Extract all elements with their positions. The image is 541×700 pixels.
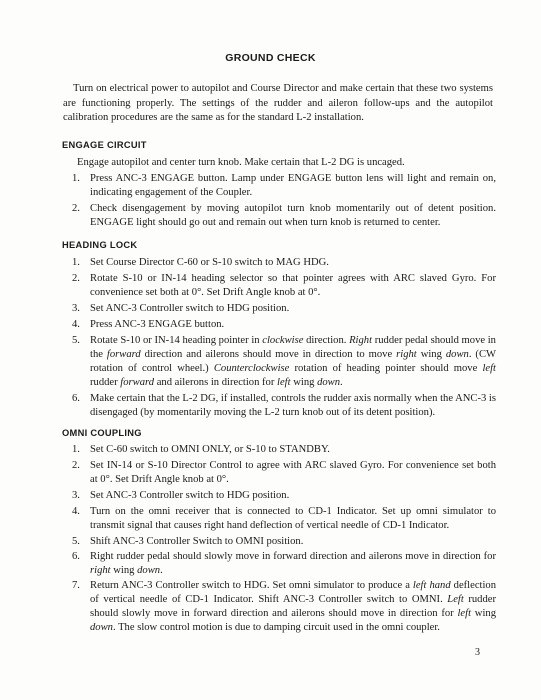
list-item-text: Press ANC-3 ENGAGE button. Lamp under ENGAGE button lens will light and remain on, indicating engagement of the Coupler.: [90, 173, 496, 198]
list-item: [72, 392, 496, 420]
list-item-text: Check disengagement by moving autopilot turn knob momentarily out of detent position. ENGAGE light should go out and remain out when turn knob is returned to center.: [90, 203, 496, 228]
list-item-number: 1.: [72, 257, 80, 268]
list-item-text: Turn on the omni receiver that is connected to CD-1 Indicator. Set up omni simulator to transmit signal that causes right hand deflection of vertical needle of CD-1 Indicator.: [90, 506, 496, 531]
engage-circuit-heading: ENGAGE CIRCUIT: [62, 140, 147, 150]
list-item: [72, 550, 496, 578]
omni-coupling-heading: OMNI COUPLING: [62, 428, 142, 438]
list-item-text: Rotate S-10 or IN-14 heading pointer in clockwise direction. Right rudder pedal should move in the forward direction and ailerons should move in direction to move right wing down. (CW rotation of control wheel.) Counterclockwise rotation of heading pointer should move left rudder forward and ailerons in direction for left wing down.: [90, 335, 497, 388]
list-item: [72, 459, 496, 487]
list-item: [72, 302, 496, 316]
list-item: [72, 489, 496, 503]
list-item: [72, 334, 496, 390]
heading-lock-heading: HEADING LOCK: [62, 240, 138, 250]
list-item: [72, 443, 496, 457]
page-title: GROUND CHECK: [225, 52, 316, 64]
list-item: [72, 256, 496, 270]
list-item-number: 6.: [72, 393, 80, 404]
list-item-text: Set ANC-3 Controller switch to HDG position.: [90, 490, 290, 501]
list-item: [72, 505, 496, 533]
list-item-text: Set Course Director C-60 or S-10 switch to MAG HDG.: [90, 257, 329, 268]
list-item: [72, 172, 496, 200]
list-item-number: 3.: [72, 490, 80, 501]
list-item-text: Set ANC-3 Controller switch to HDG position.: [90, 303, 290, 314]
list-item-text: Set C-60 switch to OMNI ONLY, or S-10 to STANDBY.: [90, 444, 330, 455]
list-item-number: 2.: [72, 203, 80, 214]
list-item-number: 4.: [72, 319, 80, 330]
list-item: [72, 202, 496, 230]
engage-circuit-lead: Engage autopilot and center turn knob. Make certain that L-2 DG is uncaged.: [77, 157, 405, 168]
list-item-text: Return ANC-3 Controller switch to HDG. Set omni simulator to produce a left hand deflection of vertical needle of CD-1 Indicator. Shift ANC-3 Controller switch to OMNI. Left rudder should slowly move in forward direction and ailerons should move in direction for left wing down. The slow control motion is due to damping circuit used in the omni coupler.: [90, 580, 496, 633]
list-item: [72, 579, 496, 635]
page-number: 3: [475, 647, 480, 658]
list-item-text: Shift ANC-3 Controller Switch to OMNI position.: [90, 536, 304, 547]
list-item-number: 7.: [72, 580, 80, 591]
list-item-number: 5.: [72, 335, 80, 346]
list-item: [72, 272, 496, 300]
list-item-text: Set IN-14 or S-10 Director Control to agree with ARC slaved Gyro. For convenience set both at 0°. Set Drift Angle knob at 0°.: [90, 460, 496, 485]
list-item-number: 1.: [72, 444, 80, 455]
list-item-number: 1.: [72, 173, 80, 184]
list-item-number: 6.: [72, 551, 80, 562]
list-item: [72, 318, 496, 332]
list-item-number: 3.: [72, 303, 80, 314]
list-item-number: 2.: [72, 273, 80, 284]
list-item-text: Press ANC-3 ENGAGE button.: [90, 319, 225, 330]
intro-paragraph: Turn on electrical power to autopilot and Course Director and make certain that these two systems are functioning properly. The settings of the rudder and aileron follow-ups and the autopilot calibration procedures are the same as for the standard L-2 installation.: [63, 83, 493, 123]
list-item-text: Make certain that the L-2 DG, if installed, controls the rudder axis normally when the ANC-3 is disengaged (by momentarily moving the L-2 turn knob out of its detent position).: [90, 393, 496, 418]
list-item-number: 5.: [72, 536, 80, 547]
list-item-number: 2.: [72, 460, 80, 471]
list-item-text: Right rudder pedal should slowly move in forward direction and ailerons move in direction for right wing down.: [90, 551, 496, 576]
list-item-text: Rotate S-10 or IN-14 heading selector so that pointer agrees with ARC slaved Gyro. For convenience set both at 0°. Set Drift Angle knob at 0°.: [90, 273, 496, 298]
list-item: [72, 535, 496, 549]
list-item-number: 4.: [72, 506, 80, 517]
